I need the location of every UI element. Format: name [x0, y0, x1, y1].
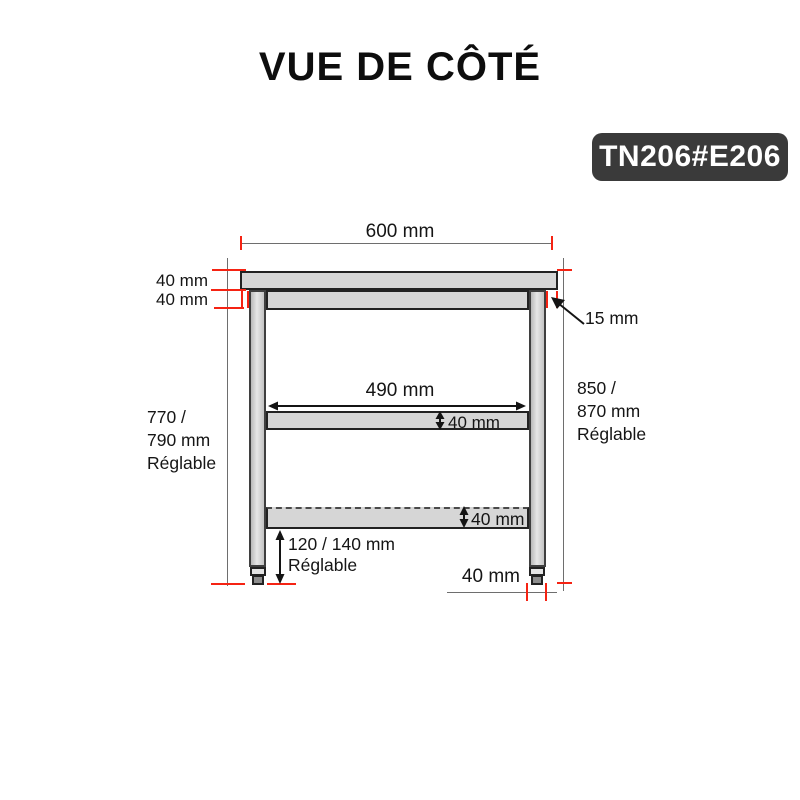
dim-right-height-line2: 870 mm	[577, 401, 641, 421]
dim-right-height-line1: 850 /	[577, 378, 616, 398]
shelf-thickness-arrow	[434, 411, 446, 430]
tick-left-overhang-outer	[241, 291, 243, 308]
product-code-badge	[592, 133, 788, 181]
dim-overhang: 15 mm	[585, 308, 639, 328]
under-frame-rail	[266, 290, 529, 310]
tabletop	[240, 271, 558, 290]
tick-top-width-left	[240, 236, 242, 250]
tick-left-overhang-inner	[247, 291, 249, 308]
left-leg	[249, 290, 266, 567]
dim-ground-clearance-line1: 120 / 140 mm	[288, 534, 395, 554]
dim-tabletop-thickness: 40 mm	[156, 271, 208, 290]
dim-lower-shelf-thickness: 40 mm	[471, 509, 525, 529]
dim-left-height-line1: 770 /	[147, 407, 186, 427]
tick-top-width-right	[551, 236, 553, 250]
dim-shelf-width: 490 mm	[365, 380, 435, 401]
dim-ground-clearance-line2: Réglable	[288, 555, 358, 575]
product-code-label: TN206#E206	[599, 140, 781, 173]
tick-foot-width-right	[545, 583, 547, 601]
dim-shelf-thickness: 40 mm	[448, 413, 500, 432]
overhang-pointer-arrow	[548, 294, 588, 328]
dim-left-height	[147, 406, 216, 475]
foot-width-dim-line	[447, 592, 557, 593]
dim-top-width: 600 mm	[365, 221, 435, 242]
dim-right-height	[577, 377, 646, 446]
tick-tabletop-top	[212, 269, 246, 271]
dim-left-height-line3: Réglable	[147, 453, 217, 473]
tick-foot-width-left	[526, 583, 528, 601]
tick-ground-left-of-foot	[211, 583, 245, 585]
tick-frame-bottom	[214, 307, 244, 309]
page-title: VUE DE CÔTÉ	[258, 45, 542, 89]
dim-ground-clearance	[288, 534, 395, 576]
lower-shelf-thickness-arrow	[458, 506, 470, 528]
tick-right-top-corner	[557, 269, 572, 271]
left-foot-lower	[252, 575, 264, 585]
dim-foot-width: 40 mm	[461, 566, 520, 587]
right-leg	[529, 290, 546, 567]
right-foot-lower	[531, 575, 543, 585]
dim-left-height-line2: 790 mm	[147, 430, 211, 450]
ground-clearance-arrow	[274, 530, 286, 584]
dim-frame-height: 40 mm	[156, 290, 208, 309]
dim-right-height-line3: Réglable	[577, 424, 647, 444]
tick-right-extension-bottom	[557, 582, 572, 584]
